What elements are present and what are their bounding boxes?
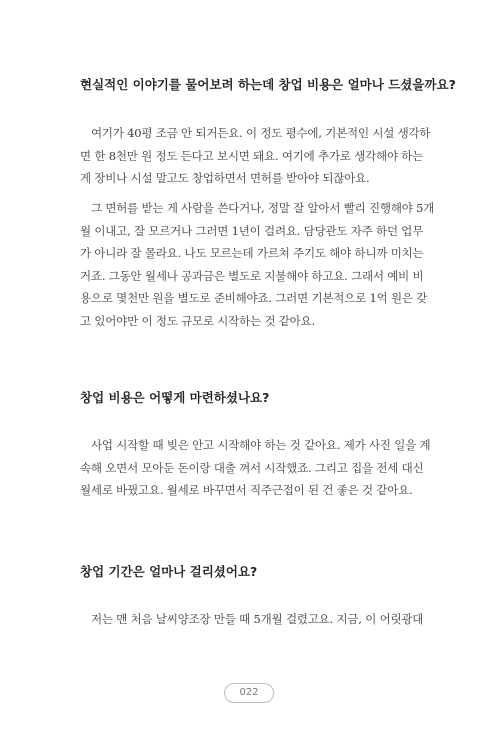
page-number-badge: 022 [224, 683, 274, 703]
section-question-cost: 현실적인 이야기를 물어보려 하는데 창업 비용은 얼마나 드셨을까요? [80, 77, 456, 92]
answer-paragraph [80, 608, 424, 631]
text-line: 사업 시작할 때 빚은 안고 시작해야 하는 것 같아요. 제가 사진 일을 계 [91, 438, 431, 452]
text-line: 월 이내고, 잘 모르거나 그러면 1년이 걸려요. 담당관도 자주 하던 업무 [80, 223, 424, 238]
answer-paragraph [80, 122, 431, 190]
text-line: 거죠. 그동안 월세나 공과금은 별도로 지불해야 하고요. 그래서 예비 비 [80, 268, 424, 283]
text-line: 면 한 8천만 원 정도 든다고 보시면 돼요. 여기에 추가로 생각해야 하는 [80, 148, 424, 163]
text-line: 용으로 몇천만 원을 별도로 준비해야죠. 그러면 기본적으로 1억 원은 갖 [80, 291, 428, 305]
text-line: 여기가 40평 조금 안 되거든요. 이 정도 평수에, 기본적인 시설 생각하 [91, 126, 431, 140]
text-line: 가 아니라 잘 몰라요. 나도 모르는데 가르쳐 주기도 해야 하니까 미치는 [80, 246, 424, 260]
text-line: 고 있어야만 이 정도 규모로 시작하는 것 같아요. [80, 313, 315, 328]
answer-paragraph [80, 197, 435, 332]
text-line: 그 면허를 받는 게 사람을 쓴다거나, 정말 잘 알아서 빨리 진행해야 5개 [91, 201, 435, 215]
section-question-duration: 창업 기간은 얼마나 걸리셨어요? [80, 564, 258, 579]
answer-paragraph [80, 434, 431, 502]
section-question-funding: 창업 비용은 어떻게 마련하셨나요? [80, 390, 270, 405]
text-line: 월세로 바꿨고요. 월세로 바꾸면서 직주근접이 된 건 좋은 것 같아요. [80, 483, 413, 497]
text-line: 저는 맨 처음 날씨양조장 만들 때 5개월 걸렸고요. 지금, 이 어릿광대 [91, 612, 424, 626]
text-line: 속해 오면서 모아둔 돈이랑 대출 껴서 시작했죠. 그리고 집을 전세 대신 [80, 460, 424, 475]
text-line: 게 장비나 시설 말고도 창업하면서 면허를 받아야 되잖아요. [80, 171, 370, 185]
